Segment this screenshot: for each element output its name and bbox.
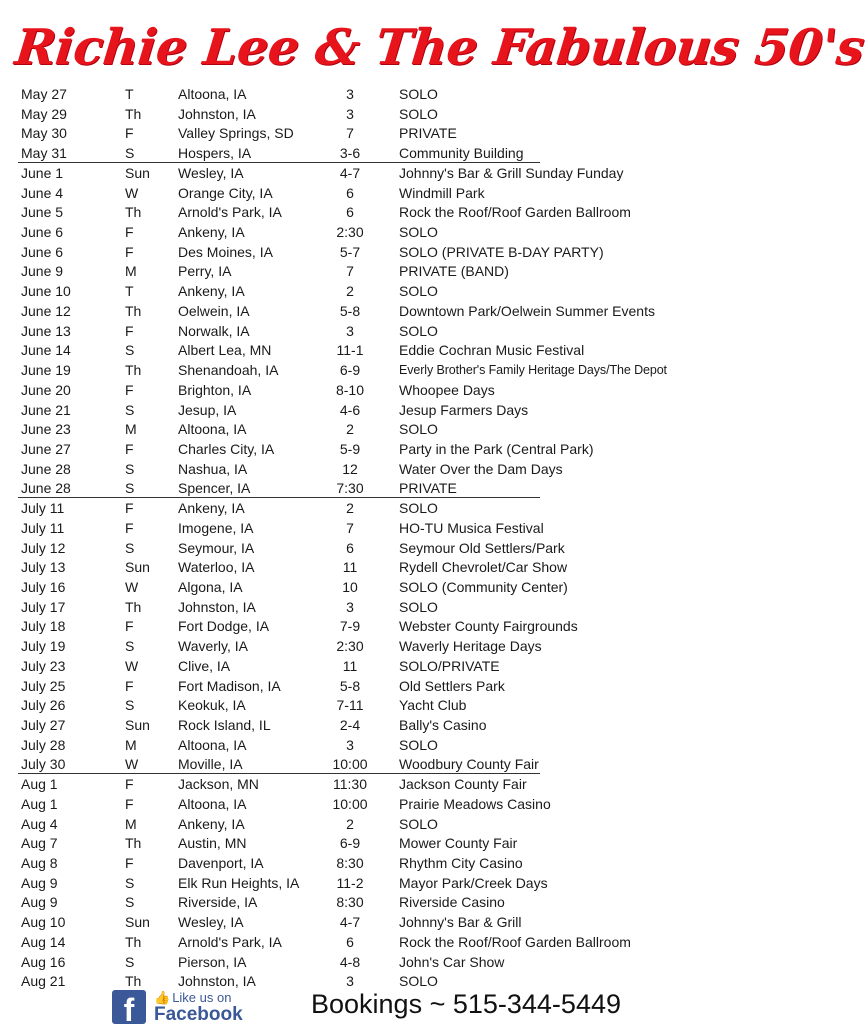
time-value: 11-1: [336, 342, 364, 359]
bookings-phone: Bookings ~ 515-344-5449: [311, 989, 621, 1019]
day-cell: F: [125, 500, 134, 517]
schedule-row: [0, 677, 707, 697]
time-value: 4-8: [339, 953, 361, 970]
schedule-row: [0, 203, 707, 223]
schedule-row: [0, 815, 707, 835]
day-cell: Th: [125, 973, 142, 990]
time-value: 7-11: [336, 697, 364, 714]
venue-cell: SOLO: [399, 105, 438, 122]
city-cell: Ankeny, IA: [178, 283, 245, 300]
schedule-row: [0, 144, 707, 164]
schedule-row: [0, 381, 707, 401]
day-cell: F: [125, 677, 134, 694]
date-cell: July 19: [21, 638, 66, 655]
day-cell: S: [125, 401, 135, 418]
date-cell: July 23: [21, 657, 66, 674]
time-value: 7: [346, 125, 354, 142]
venue-cell: Party in the Park (Central Park): [399, 440, 594, 457]
schedule-row: [0, 519, 707, 539]
city-cell: Pierson, IA: [178, 953, 247, 970]
date-cell: July 11: [21, 519, 65, 536]
date-cell: June 6: [21, 243, 64, 260]
schedule-row: [0, 578, 707, 598]
city-cell: Clive, IA: [178, 657, 231, 674]
city-cell: Wesley, IA: [178, 164, 244, 181]
date-cell: July 17: [21, 598, 66, 615]
schedule-row: [0, 716, 707, 736]
venue-cell: Mayor Park/Creek Days: [399, 874, 548, 891]
venue-cell: SOLO: [399, 736, 438, 753]
city-cell: Imogene, IA: [178, 519, 254, 536]
city-cell: Perry, IA: [178, 263, 232, 280]
schedule-row: [0, 479, 707, 499]
city-cell: Johnston, IA: [178, 105, 256, 122]
day-cell: M: [125, 263, 137, 280]
day-cell: Sun: [125, 164, 150, 181]
city-cell: Austin, MN: [178, 835, 247, 852]
venue-cell: Old Settlers Park: [399, 677, 505, 694]
date-cell: July 18: [21, 618, 66, 635]
day-cell: F: [125, 125, 134, 142]
day-cell: Th: [125, 933, 142, 950]
venue-cell: HO-TU Musica Festival: [399, 519, 544, 536]
facebook-icon: f: [112, 990, 146, 1024]
time-value: 6: [346, 204, 354, 221]
schedule-list: [0, 85, 707, 992]
date-cell: Aug 14: [21, 933, 66, 950]
time-value: 10:00: [332, 756, 368, 773]
schedule-row: [0, 124, 707, 144]
page-title: Richie Lee & The Fabulous 50's: [12, 18, 867, 76]
city-cell: Brighton, IA: [178, 381, 252, 398]
venue-cell: Rydell Chevrolet/Car Show: [399, 559, 568, 576]
day-cell: S: [125, 342, 135, 359]
city-cell: Jesup, IA: [178, 401, 237, 418]
venue-cell: Waverly Heritage Days: [399, 638, 542, 655]
day-cell: S: [125, 145, 135, 162]
venue-cell: SOLO/PRIVATE: [399, 657, 500, 674]
date-cell: June 13: [21, 322, 71, 339]
venue-cell: SOLO: [399, 973, 438, 990]
time-value: 3: [346, 105, 354, 122]
time-value: 2-4: [339, 717, 361, 733]
time-value: 2:30: [336, 224, 364, 241]
date-cell: July 25: [21, 677, 66, 694]
venue-cell: SOLO: [399, 598, 438, 615]
thumbs-up-icon: 👍: [154, 990, 171, 1005]
date-cell: July 26: [21, 697, 66, 714]
city-cell: Johnston, IA: [178, 973, 256, 990]
city-cell: Fort Dodge, IA: [178, 618, 270, 635]
day-cell: F: [125, 618, 134, 635]
day-cell: T: [125, 283, 134, 300]
time-value: 2:30: [336, 638, 364, 655]
schedule-row: [0, 617, 707, 637]
venue-cell: Eddie Cochran Music Festival: [399, 342, 585, 359]
date-cell: July 27: [21, 717, 66, 733]
schedule-row: [0, 539, 707, 559]
date-cell: June 20: [21, 381, 71, 398]
day-cell: S: [125, 894, 135, 911]
schedule-row: [0, 420, 707, 440]
date-cell: Aug 4: [21, 815, 58, 832]
venue-cell: Yacht Club: [399, 697, 467, 714]
city-cell: Nashua, IA: [178, 460, 248, 477]
schedule-row: [0, 558, 707, 578]
date-cell: June 14: [21, 342, 71, 359]
day-cell: Sun: [125, 559, 150, 576]
day-cell: Sun: [125, 717, 150, 733]
date-cell: Aug 1: [21, 795, 58, 812]
schedule-row: [0, 637, 707, 657]
date-cell: June 4: [21, 184, 64, 201]
city-cell: Fort Madison, IA: [178, 677, 281, 694]
time-value: 2: [346, 815, 354, 832]
day-cell: F: [125, 855, 134, 872]
venue-cell: SOLO (PRIVATE B-DAY PARTY): [399, 243, 604, 260]
facebook-badge[interactable]: [112, 988, 252, 1028]
venue-cell: PRIVATE: [399, 480, 457, 497]
venue-cell: Jesup Farmers Days: [399, 401, 529, 418]
schedule-row: [0, 499, 707, 519]
schedule-row: [0, 85, 707, 105]
city-cell: Algona, IA: [178, 578, 243, 595]
venue-cell: Everly Brother's Family Heritage Days/The Depot: [399, 363, 667, 378]
city-cell: Jackson, MN: [178, 776, 259, 793]
schedule-row: [0, 657, 707, 677]
city-cell: Ankeny, IA: [178, 224, 245, 241]
date-cell: June 10: [21, 283, 71, 300]
city-cell: Waverly, IA: [178, 638, 249, 655]
venue-cell: Windmill Park: [399, 184, 485, 201]
schedule-row: [0, 736, 707, 756]
venue-cell: Prairie Meadows Casino: [399, 795, 551, 812]
venue-cell: Rock the Roof/Roof Garden Ballroom: [399, 204, 631, 221]
day-cell: Th: [125, 105, 142, 122]
day-cell: F: [125, 519, 134, 536]
day-cell: F: [125, 224, 134, 241]
date-cell: Aug 10: [21, 914, 66, 931]
venue-cell: SOLO: [399, 86, 438, 102]
time-value: 11:30: [333, 776, 367, 793]
date-cell: June 5: [21, 204, 64, 221]
date-cell: June 21: [21, 401, 71, 418]
schedule-row: [0, 893, 707, 913]
time-value: 6: [346, 933, 354, 950]
venue-cell: Water Over the Dam Days: [399, 460, 563, 477]
day-cell: F: [125, 440, 134, 457]
time-value: 4-7: [339, 164, 361, 181]
venue-cell: PRIVATE (BAND): [399, 263, 509, 280]
schedule-row: [0, 184, 707, 204]
venue-cell: SOLO: [399, 421, 438, 438]
schedule-row: [0, 598, 707, 618]
schedule-row: [0, 440, 707, 460]
venue-cell: PRIVATE: [399, 125, 457, 142]
venue-cell: Bally's Casino: [399, 717, 487, 733]
venue-cell: SOLO: [399, 500, 438, 517]
venue-cell: SOLO: [399, 815, 438, 832]
date-cell: Aug 16: [21, 953, 66, 970]
time-value: 2: [346, 421, 354, 438]
city-cell: Johnston, IA: [178, 598, 256, 615]
schedule-row: [0, 460, 707, 480]
schedule-row: [0, 874, 707, 894]
schedule-row: [0, 223, 707, 243]
date-cell: July 16: [21, 578, 66, 595]
city-cell: Altoona, IA: [178, 86, 247, 102]
city-cell: Moville, IA: [178, 756, 243, 773]
venue-cell: Johnny's Bar & Grill: [399, 914, 522, 931]
day-cell: Th: [125, 362, 142, 379]
date-cell: May 29: [21, 105, 67, 122]
city-cell: Shenandoah, IA: [178, 362, 279, 379]
time-value: 6: [346, 184, 354, 201]
time-value: 7:30: [336, 480, 364, 497]
date-cell: Aug 8: [21, 855, 58, 872]
venue-cell: Mower County Fair: [399, 835, 518, 852]
time-value: 10: [342, 578, 358, 595]
time-value: 4-7: [339, 914, 361, 931]
city-cell: Albert Lea, MN: [178, 342, 272, 359]
venue-cell: Johnny's Bar & Grill Sunday Funday: [399, 164, 624, 181]
day-cell: M: [125, 736, 137, 753]
day-cell: Th: [125, 598, 142, 615]
venue-cell: SOLO: [399, 224, 438, 241]
schedule-row: [0, 834, 707, 854]
date-cell: July 28: [21, 736, 66, 753]
date-cell: July 11: [21, 500, 65, 517]
time-value: 11: [342, 657, 358, 674]
time-value: 11: [342, 559, 358, 576]
city-cell: Elk Run Heights, IA: [178, 874, 300, 891]
date-cell: Aug 1: [21, 776, 58, 793]
date-cell: Aug 9: [21, 894, 58, 911]
city-cell: Rock Island, IL: [178, 717, 271, 733]
time-value: 5-8: [339, 302, 361, 319]
venue-cell: Downtown Park/Oelwein Summer Events: [399, 302, 655, 319]
date-cell: May 31: [21, 145, 67, 162]
date-cell: June 28: [21, 460, 71, 477]
venue-cell: Woodbury County Fair: [399, 756, 539, 773]
time-value: 6: [346, 539, 354, 556]
schedule-row: [0, 361, 707, 381]
day-cell: F: [125, 322, 134, 339]
schedule-row: [0, 696, 707, 716]
schedule-row: [0, 302, 707, 322]
day-cell: S: [125, 638, 135, 655]
date-cell: June 19: [21, 362, 71, 379]
time-value: 7: [346, 263, 354, 280]
time-value: 12: [342, 460, 358, 477]
facebook-like-label: Like us on: [172, 990, 232, 1005]
date-cell: May 30: [21, 125, 67, 142]
city-cell: Arnold's Park, IA: [178, 933, 282, 950]
time-value: 7: [346, 519, 354, 536]
day-cell: F: [125, 381, 134, 398]
city-cell: Norwalk, IA: [178, 322, 250, 339]
day-cell: T: [125, 86, 134, 102]
date-cell: Aug 9: [21, 874, 58, 891]
date-cell: June 23: [21, 421, 71, 438]
time-value: 3: [346, 598, 354, 615]
time-value: 4-6: [339, 401, 361, 418]
time-value: 6-9: [339, 835, 361, 852]
date-cell: July 12: [21, 539, 66, 556]
day-cell: S: [125, 697, 135, 714]
day-cell: W: [125, 578, 139, 595]
day-cell: S: [125, 480, 135, 497]
city-cell: Arnold's Park, IA: [178, 204, 282, 221]
day-cell: W: [125, 184, 139, 201]
time-value: 2: [346, 500, 354, 517]
schedule-row: [0, 262, 707, 282]
time-value: 3: [346, 86, 354, 102]
schedule-row: [0, 105, 707, 125]
time-value: 6-9: [339, 362, 361, 379]
day-cell: F: [125, 795, 134, 812]
schedule-row: [0, 795, 707, 815]
time-value: 2: [346, 283, 354, 300]
city-cell: Orange City, IA: [178, 184, 273, 201]
venue-cell: Seymour Old Settlers/Park: [399, 539, 565, 556]
city-cell: Ankeny, IA: [178, 815, 245, 832]
footer: [0, 986, 707, 1028]
schedule-row: [0, 243, 707, 263]
schedule-row: [0, 854, 707, 874]
day-cell: Th: [125, 204, 142, 221]
day-cell: M: [125, 421, 137, 438]
time-value: 3: [346, 973, 354, 990]
city-cell: Waterloo, IA: [178, 559, 255, 576]
day-cell: Th: [125, 302, 142, 319]
venue-cell: Rhythm City Casino: [399, 855, 523, 872]
time-value: 5-9: [339, 440, 361, 457]
time-value: 3-6: [339, 145, 361, 162]
time-value: 8:30: [336, 855, 364, 872]
date-cell: June 12: [21, 302, 71, 319]
date-cell: June 28: [21, 480, 71, 497]
schedule-row: [0, 933, 707, 953]
date-cell: July 30: [21, 756, 66, 773]
schedule-row: [0, 282, 707, 302]
day-cell: Sun: [125, 914, 150, 931]
day-cell: S: [125, 953, 135, 970]
day-cell: W: [125, 657, 139, 674]
schedule-row: [0, 755, 707, 775]
schedule-row: [0, 164, 707, 184]
day-cell: S: [125, 460, 135, 477]
time-value: 8:30: [336, 894, 364, 911]
schedule-row: [0, 401, 707, 421]
date-cell: June 1: [21, 164, 64, 181]
date-cell: June 27: [21, 440, 71, 457]
venue-cell: Whoopee Days: [399, 381, 495, 398]
schedule-row: [0, 322, 707, 342]
date-cell: June 6: [21, 224, 64, 241]
city-cell: Spencer, IA: [178, 480, 251, 497]
city-cell: Wesley, IA: [178, 914, 244, 931]
date-cell: July 13: [21, 559, 66, 576]
city-cell: Davenport, IA: [178, 855, 264, 872]
city-cell: Charles City, IA: [178, 440, 275, 457]
time-value: 11-2: [336, 874, 364, 891]
venue-cell: Community Building: [399, 145, 524, 162]
time-value: 10:00: [332, 795, 368, 812]
time-value: 5-7: [339, 243, 361, 260]
time-value: 3: [346, 322, 354, 339]
schedule-row: [0, 775, 707, 795]
city-cell: Altoona, IA: [178, 736, 247, 753]
time-value: 3: [346, 736, 354, 753]
schedule-row: [0, 341, 707, 361]
schedule-row: [0, 913, 707, 933]
venue-cell: Jackson County Fair: [399, 776, 527, 793]
city-cell: Oelwein, IA: [178, 302, 250, 319]
day-cell: F: [125, 776, 134, 793]
time-value: 7-9: [339, 618, 361, 635]
date-cell: Aug 7: [21, 835, 58, 852]
day-cell: S: [125, 874, 135, 891]
city-cell: Hospers, IA: [178, 145, 252, 162]
venue-cell: Rock the Roof/Roof Garden Ballroom: [399, 933, 631, 950]
venue-cell: SOLO: [399, 322, 438, 339]
city-cell: Keokuk, IA: [178, 697, 246, 714]
city-cell: Riverside, IA: [178, 894, 258, 911]
date-cell: May 27: [21, 86, 67, 102]
city-cell: Valley Springs, SD: [178, 125, 294, 142]
day-cell: Th: [125, 835, 142, 852]
city-cell: Seymour, IA: [178, 539, 255, 556]
day-cell: S: [125, 539, 135, 556]
date-cell: Aug 21: [21, 973, 66, 990]
schedule-row: [0, 953, 707, 973]
city-cell: Altoona, IA: [178, 795, 247, 812]
venue-cell: Riverside Casino: [399, 894, 505, 911]
time-value: 5-8: [339, 677, 361, 694]
venue-cell: SOLO (Community Center): [399, 578, 568, 595]
date-cell: June 9: [21, 263, 64, 280]
city-cell: Ankeny, IA: [178, 500, 245, 517]
venue-cell: Webster County Fairgrounds: [399, 618, 578, 635]
day-cell: W: [125, 756, 139, 773]
city-cell: Altoona, IA: [178, 421, 247, 438]
time-value: 8-10: [335, 381, 365, 398]
facebook-label: Facebook: [154, 1004, 243, 1025]
day-cell: M: [125, 815, 137, 832]
venue-cell: SOLO: [399, 283, 438, 300]
day-cell: F: [125, 243, 134, 260]
city-cell: Des Moines, IA: [178, 243, 273, 260]
venue-cell: John's Car Show: [399, 953, 505, 970]
